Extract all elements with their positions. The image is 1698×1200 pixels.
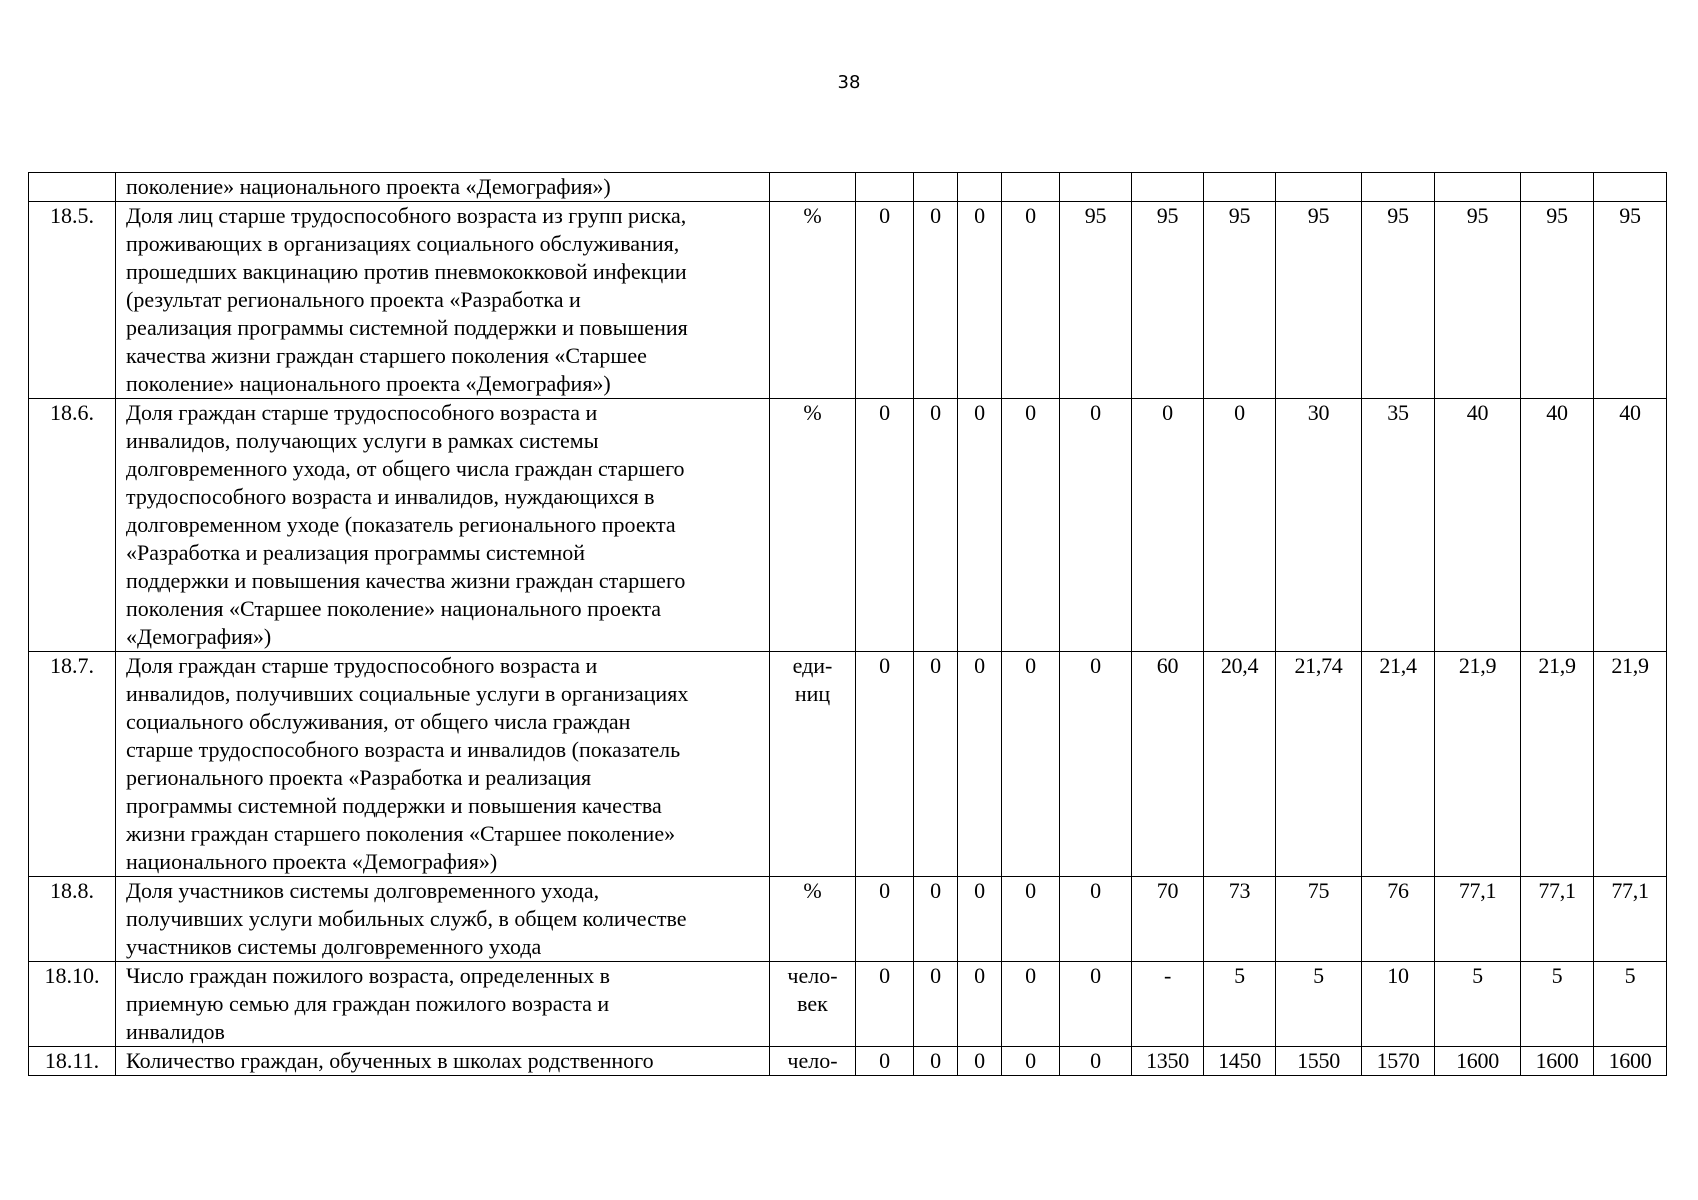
description-line: Количество граждан, обученных в школах родственного bbox=[126, 1048, 654, 1073]
value-cell: 1350 bbox=[1132, 1047, 1204, 1076]
value-cell: 0 bbox=[958, 399, 1002, 652]
row-number-cell bbox=[29, 173, 116, 202]
indicators-table bbox=[28, 172, 1667, 1076]
value-cell: 0 bbox=[1060, 1047, 1132, 1076]
description-line: программы системной поддержки и повышения качества bbox=[126, 793, 662, 818]
value-cell: 5 bbox=[1276, 962, 1362, 1047]
description-line: трудоспособного возраста и инвалидов, нуждающихся в bbox=[126, 484, 655, 509]
description-line: Доля граждан старше трудоспособного возраста и bbox=[126, 653, 598, 678]
value-cell bbox=[856, 173, 914, 202]
unit-cell bbox=[770, 877, 856, 962]
value-cell bbox=[1594, 173, 1667, 202]
unit-line: ниц bbox=[794, 681, 831, 706]
unit-line: % bbox=[803, 400, 822, 425]
value-cell: 0 bbox=[914, 202, 958, 399]
description-line: качества жизни граждан старшего поколения «Старшее bbox=[126, 343, 647, 368]
page-number: 38 bbox=[837, 72, 861, 93]
description-line: прошедших вакцинацию против пневмококковой инфекции bbox=[126, 259, 687, 284]
value-cell: 77,1 bbox=[1594, 877, 1667, 962]
value-cell: 1550 bbox=[1276, 1047, 1362, 1076]
value-cell: 0 bbox=[958, 877, 1002, 962]
description-line: «Демография») bbox=[126, 624, 272, 649]
value-cell: 10 bbox=[1362, 962, 1435, 1047]
value-cell: 21,74 bbox=[1276, 652, 1362, 877]
row-number-cell: 18.6. bbox=[29, 399, 116, 652]
value-cell: 40 bbox=[1435, 399, 1521, 652]
unit-line: % bbox=[803, 203, 822, 228]
value-cell: 95 bbox=[1521, 202, 1594, 399]
value-cell: 21,9 bbox=[1435, 652, 1521, 877]
value-cell: 21,9 bbox=[1521, 652, 1594, 877]
value-cell: 0 bbox=[914, 652, 958, 877]
description-line: долговременном уходе (показатель регионального проекта bbox=[126, 512, 676, 537]
value-cell bbox=[1132, 173, 1204, 202]
value-cell: 0 bbox=[1204, 399, 1276, 652]
description-line: Число граждан пожилого возраста, определенных в bbox=[126, 963, 610, 988]
value-cell: 20,4 bbox=[1204, 652, 1276, 877]
description-line: поколение» национального проекта «Демография») bbox=[126, 174, 611, 199]
value-cell bbox=[914, 173, 958, 202]
description-line: получивших услуги мобильных служб, в общем количестве bbox=[126, 906, 687, 931]
indicator-description-cell bbox=[116, 173, 770, 202]
value-cell: 0 bbox=[856, 1047, 914, 1076]
value-cell: 0 bbox=[1002, 399, 1060, 652]
description-line: (результат регионального проекта «Разработка и bbox=[126, 287, 581, 312]
row-number-cell: 18.8. bbox=[29, 877, 116, 962]
unit-cell bbox=[770, 962, 856, 1047]
value-cell: 21,9 bbox=[1594, 652, 1667, 877]
description-line: «Разработка и реализация программы системной bbox=[126, 540, 586, 565]
value-cell: 76 bbox=[1362, 877, 1435, 962]
row-number-cell: 18.10. bbox=[29, 962, 116, 1047]
unit-cell bbox=[770, 652, 856, 877]
value-cell bbox=[1521, 173, 1594, 202]
indicator-description-cell bbox=[116, 1047, 770, 1076]
indicator-description-cell bbox=[116, 652, 770, 877]
value-cell: - bbox=[1132, 962, 1204, 1047]
indicator-description-cell bbox=[116, 962, 770, 1047]
value-cell: 0 bbox=[856, 202, 914, 399]
indicator-description-cell bbox=[116, 202, 770, 399]
value-cell: 75 bbox=[1276, 877, 1362, 962]
value-cell: 77,1 bbox=[1435, 877, 1521, 962]
value-cell: 60 bbox=[1132, 652, 1204, 877]
row-number-cell: 18.5. bbox=[29, 202, 116, 399]
value-cell: 0 bbox=[914, 1047, 958, 1076]
value-cell: 95 bbox=[1362, 202, 1435, 399]
value-cell: 95 bbox=[1132, 202, 1204, 399]
description-line: приемную семью для граждан пожилого возраста и bbox=[126, 991, 610, 1016]
value-cell: 5 bbox=[1521, 962, 1594, 1047]
value-cell: 70 bbox=[1132, 877, 1204, 962]
value-cell: 5 bbox=[1594, 962, 1667, 1047]
unit-line: чело- bbox=[787, 963, 838, 988]
description-line: поддержки и повышения качества жизни граждан старшего bbox=[126, 568, 686, 593]
value-cell: 95 bbox=[1435, 202, 1521, 399]
unit-line: век bbox=[797, 991, 828, 1016]
description-line: старше трудоспособного возраста и инвалидов (показатель bbox=[126, 737, 681, 762]
description-line: жизни граждан старшего поколения «Старшее поколение» bbox=[126, 821, 676, 846]
value-cell bbox=[1204, 173, 1276, 202]
value-cell: 73 bbox=[1204, 877, 1276, 962]
value-cell: 0 bbox=[1132, 399, 1204, 652]
value-cell: 5 bbox=[1204, 962, 1276, 1047]
value-cell: 0 bbox=[1002, 877, 1060, 962]
row-number-cell: 18.11. bbox=[29, 1047, 116, 1076]
unit-cell bbox=[770, 202, 856, 399]
table-row bbox=[29, 173, 1667, 202]
value-cell: 0 bbox=[1060, 652, 1132, 877]
value-cell: 5 bbox=[1435, 962, 1521, 1047]
value-cell: 1600 bbox=[1594, 1047, 1667, 1076]
unit-line: еди- bbox=[792, 653, 833, 678]
description-line: реализация программы системной поддержки и повышения bbox=[126, 315, 688, 340]
value-cell bbox=[1060, 173, 1132, 202]
description-line: поколение» национального проекта «Демография») bbox=[126, 371, 611, 396]
value-cell: 77,1 bbox=[1521, 877, 1594, 962]
value-cell bbox=[1435, 173, 1521, 202]
unit-line: % bbox=[803, 878, 822, 903]
value-cell: 0 bbox=[958, 652, 1002, 877]
description-line: поколения «Старшее поколение» национального проекта bbox=[126, 596, 662, 621]
value-cell: 0 bbox=[914, 962, 958, 1047]
value-cell: 0 bbox=[856, 652, 914, 877]
description-line: долговременного ухода, от общего числа граждан старшего bbox=[126, 456, 685, 481]
value-cell: 1600 bbox=[1435, 1047, 1521, 1076]
table-row bbox=[29, 1047, 1667, 1076]
table-row bbox=[29, 877, 1667, 962]
value-cell: 35 bbox=[1362, 399, 1435, 652]
value-cell: 95 bbox=[1204, 202, 1276, 399]
value-cell: 0 bbox=[1002, 202, 1060, 399]
value-cell: 0 bbox=[914, 877, 958, 962]
value-cell bbox=[1276, 173, 1362, 202]
unit-cell bbox=[770, 1047, 856, 1076]
value-cell: 21,4 bbox=[1362, 652, 1435, 877]
value-cell: 0 bbox=[1060, 877, 1132, 962]
value-cell: 0 bbox=[914, 399, 958, 652]
value-cell bbox=[1362, 173, 1435, 202]
description-line: Доля участников системы долговременного ухода, bbox=[126, 878, 600, 903]
description-line: инвалидов, получивших социальные услуги в организациях bbox=[126, 681, 689, 706]
description-line: Доля лиц старше трудоспособного возраста из групп риска, bbox=[126, 203, 687, 228]
table-row bbox=[29, 962, 1667, 1047]
value-cell: 0 bbox=[1002, 652, 1060, 877]
value-cell: 40 bbox=[1521, 399, 1594, 652]
row-number-cell: 18.7. bbox=[29, 652, 116, 877]
value-cell: 95 bbox=[1060, 202, 1132, 399]
value-cell: 1450 bbox=[1204, 1047, 1276, 1076]
description-line: социального обслуживания, от общего числа граждан bbox=[126, 709, 631, 734]
description-line: национального проекта «Демография») bbox=[126, 849, 498, 874]
value-cell: 0 bbox=[958, 962, 1002, 1047]
table-row bbox=[29, 202, 1667, 399]
indicator-description-cell bbox=[116, 399, 770, 652]
description-line: регионального проекта «Разработка и реализация bbox=[126, 765, 592, 790]
value-cell: 0 bbox=[958, 202, 1002, 399]
table-row bbox=[29, 652, 1667, 877]
value-cell: 95 bbox=[1276, 202, 1362, 399]
value-cell: 0 bbox=[1002, 962, 1060, 1047]
value-cell: 0 bbox=[856, 399, 914, 652]
table-body bbox=[29, 173, 1667, 1076]
description-line: проживающих в организациях социального обслуживания, bbox=[126, 231, 680, 256]
value-cell: 0 bbox=[1002, 1047, 1060, 1076]
value-cell: 0 bbox=[1060, 399, 1132, 652]
value-cell: 1570 bbox=[1362, 1047, 1435, 1076]
unit-cell bbox=[770, 173, 856, 202]
unit-cell bbox=[770, 399, 856, 652]
value-cell bbox=[1002, 173, 1060, 202]
description-line: инвалидов, получающих услуги в рамках системы bbox=[126, 428, 599, 453]
value-cell: 40 bbox=[1594, 399, 1667, 652]
value-cell: 1600 bbox=[1521, 1047, 1594, 1076]
value-cell: 30 bbox=[1276, 399, 1362, 652]
value-cell bbox=[958, 173, 1002, 202]
indicator-description-cell bbox=[116, 877, 770, 962]
unit-line: чело- bbox=[787, 1048, 838, 1073]
value-cell: 0 bbox=[856, 877, 914, 962]
value-cell: 0 bbox=[1060, 962, 1132, 1047]
table-row bbox=[29, 399, 1667, 652]
description-line: инвалидов bbox=[126, 1019, 225, 1044]
value-cell: 0 bbox=[856, 962, 914, 1047]
description-line: Доля граждан старше трудоспособного возраста и bbox=[126, 400, 598, 425]
value-cell: 95 bbox=[1594, 202, 1667, 399]
value-cell: 0 bbox=[958, 1047, 1002, 1076]
description-line: участников системы долговременного ухода bbox=[126, 934, 542, 959]
